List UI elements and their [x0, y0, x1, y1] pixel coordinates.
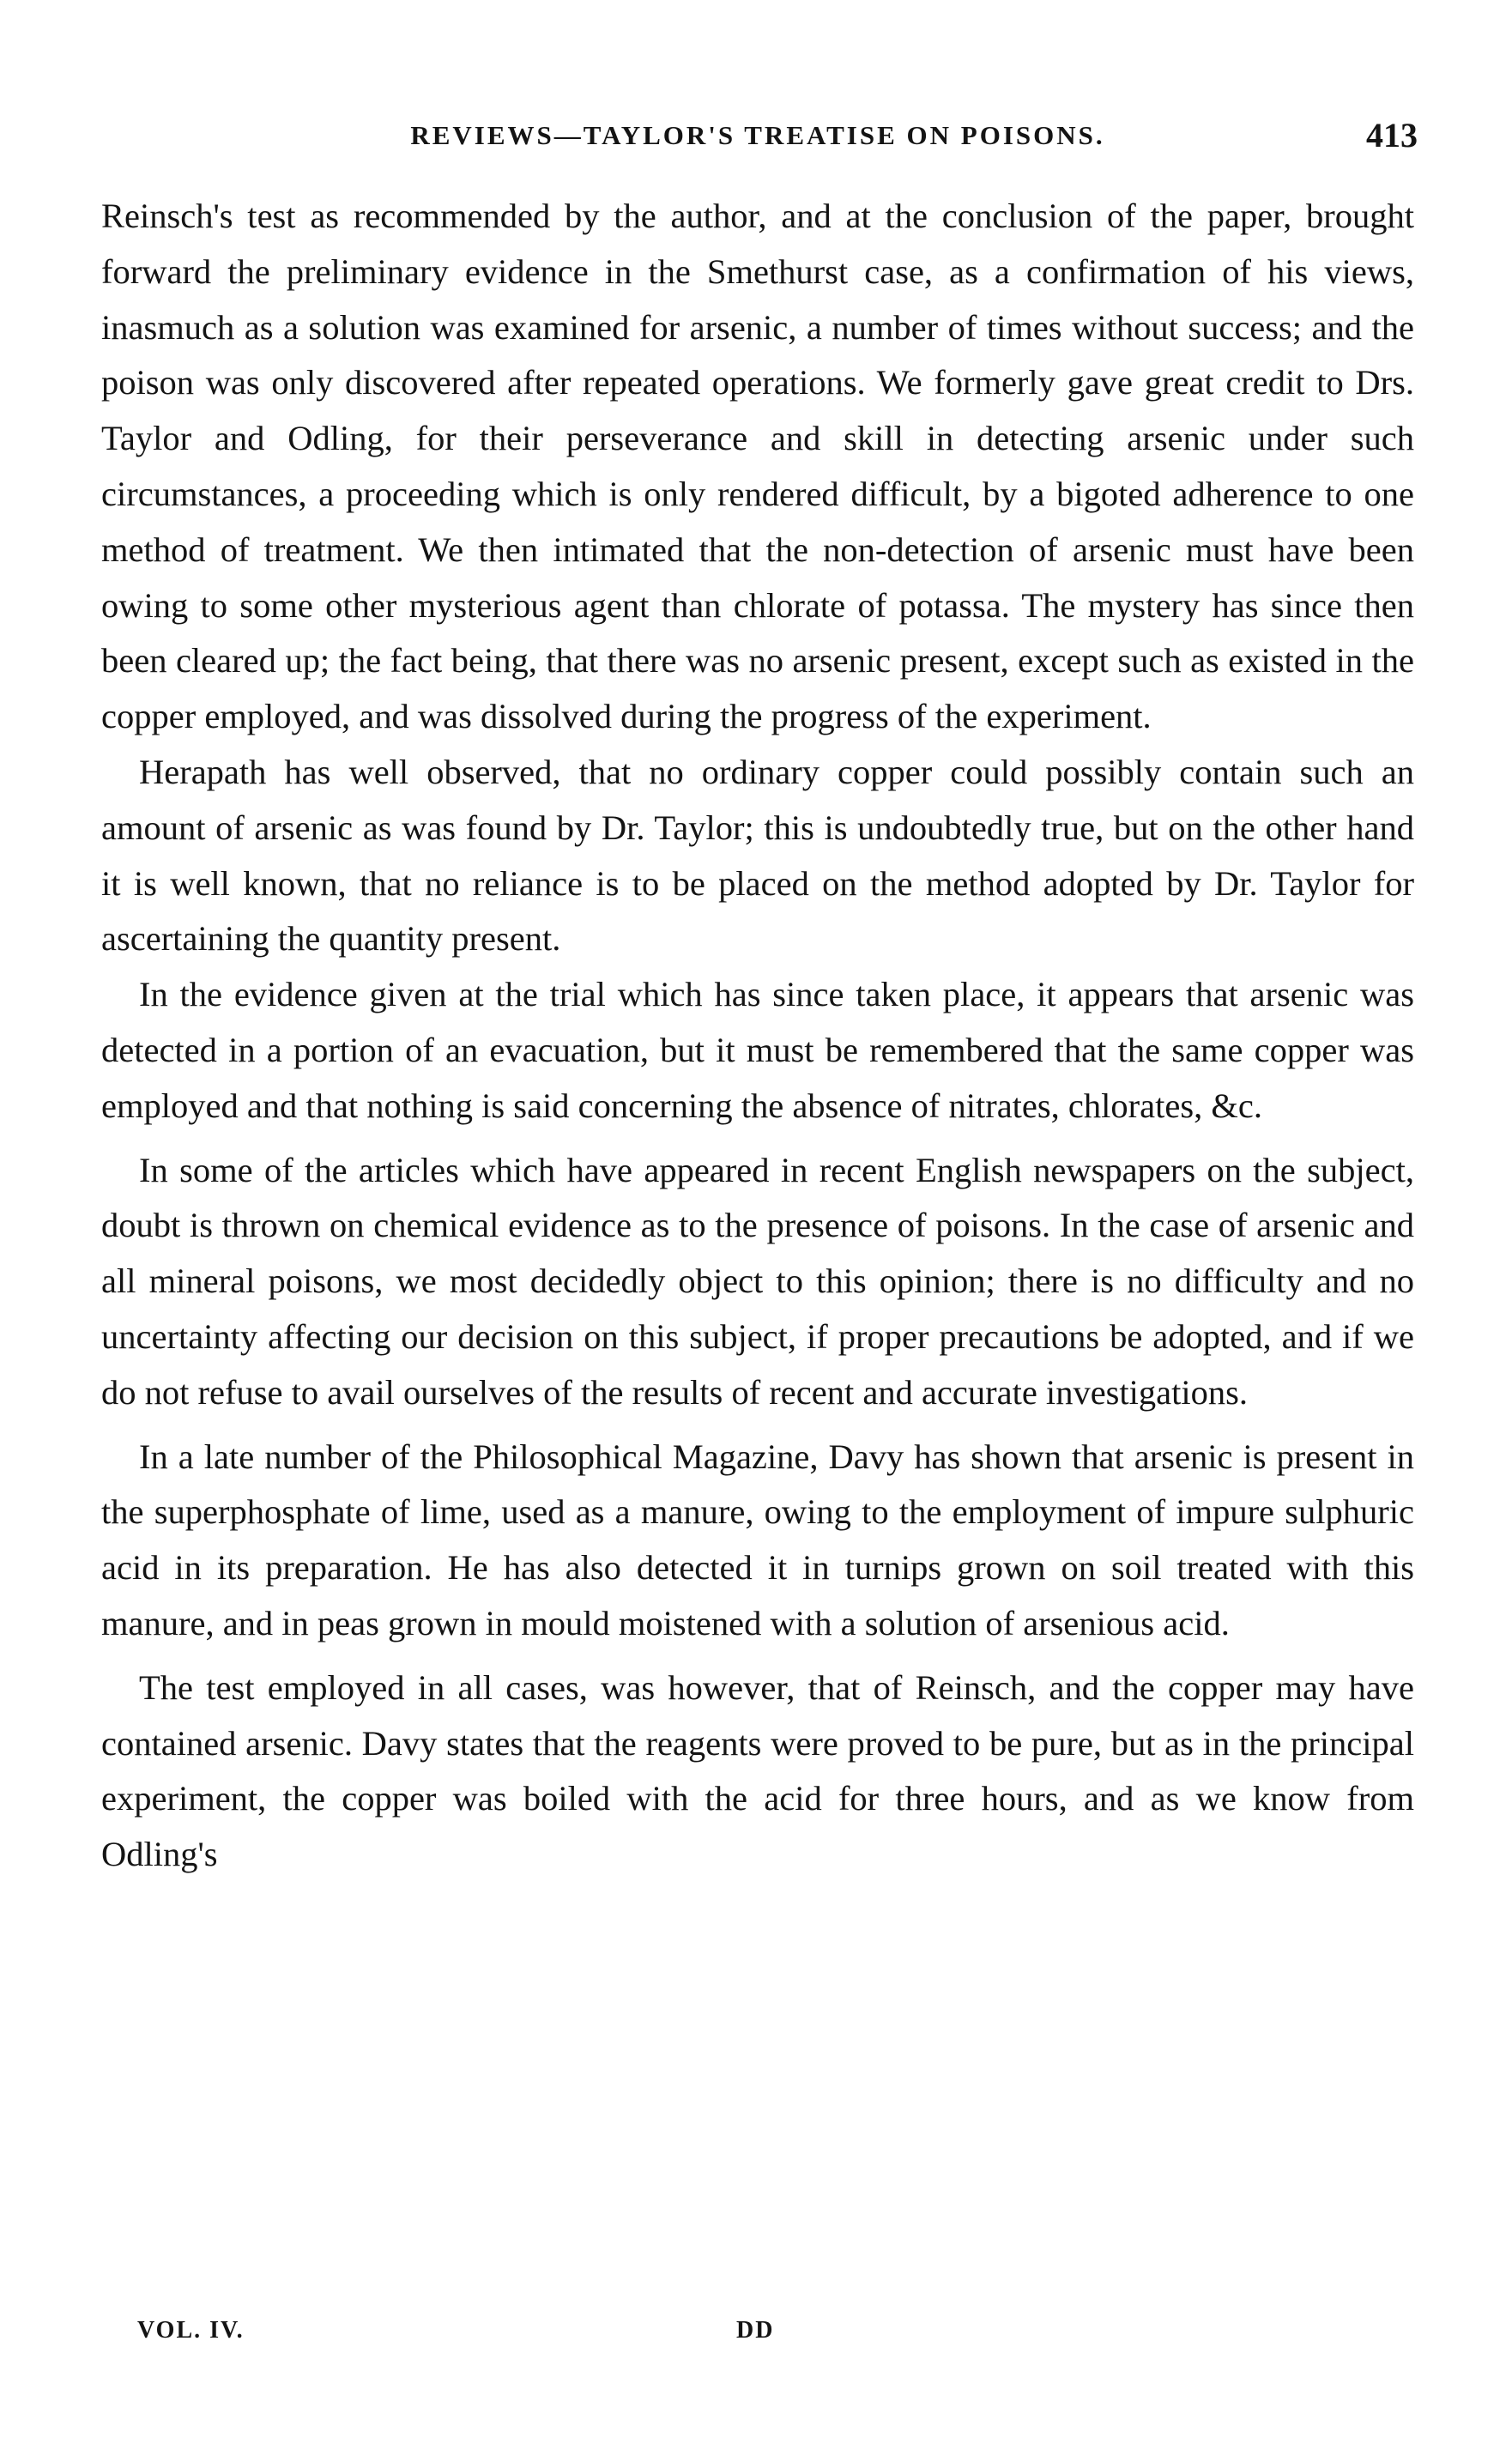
running-header	[101, 103, 1418, 189]
page-footer	[101, 2317, 1414, 2368]
paragraph-trial-evidence: In the evidence given at the trial which has since taken place, it appears that arsenic was detected in a portion of an evacuation, but it must be remembered that the same copper was employed and that nothing is said concerning the absence of nitrates, chlorates, &c.	[101, 975, 1414, 1125]
paragraph-reinsch-test: Reinsch's test as recommended by the author, and at the conclusion of the paper, brought forward the preliminary evidence in the Smethurst case, as a confirmation of his views, inasmuch as a solution was examined for arsenic, a number of times without success; and the poison was only discovered after repeated operations. We formerly gave great credit to Drs. Taylor and Odling, for their perseverance and skill in detecting arsenic under such circumstances, a proceeding which is only rendered difficult, by a bigoted adherence to one method of treatment. We then intimated that the non-detection of arsenic must have been owing to some other mysterious agent than chlorate of potassa. The mystery has since then been cleared up; the fact being, that there was no arsenic present, except such as existed in the copper employed, and was dissolved during the progress of the experiment.	[101, 197, 1414, 736]
volume-label: VOL. IV.	[137, 2317, 245, 2344]
running-title: REVIEWS—TAYLOR'S TREATISE ON POISONS.	[410, 120, 1105, 150]
paragraph-davy-superphosphate: In a late number of the Philosophical Magazine, Davy has shown that arsenic is present in the superphosphate of lime, used as a manure, owing to the employment of impure sulphuric acid in its preparation. He has also detected it in turnips grown on soil treated with this manure, and in peas grown in mould moistened with a solution of arsenious acid.	[101, 1437, 1414, 1642]
paragraph-test-employed: The test employed in all cases, was however, that of Reinsch, and the copper may have contained arsenic. Davy states that the reagents were proved to be pure, but as in the principal experiment, the copper was boiled with the acid for three hours, and as we know from Odling's	[101, 1667, 1414, 1874]
book-page	[101, 103, 1418, 2403]
paragraph-herapath: Herapath has well observed, that no ordinary copper could possibly contain such an amount of arsenic as was found by Dr. Taylor; this is undoubtedly true, but on the other hand it is well known, that no reliance is to be placed on the method adopted by Dr. Taylor for ascertaining the quantity present.	[101, 752, 1414, 959]
signature-mark: DD	[736, 2317, 775, 2344]
body-text	[101, 189, 1414, 1883]
page-number: 413	[1366, 116, 1418, 154]
paragraph-newspapers: In some of the articles which have appeared in recent English newspapers on the subject, doubt is thrown on chemical evidence as to the presence of poisons. In the case of arsenic and all mineral poisons, we most decidedly object to this opinion; there is no difficulty and no uncertainty affecting our decision on this subject, if proper precautions be adopted, and if we do not refuse to avail ourselves of the results of recent and accurate investigations.	[101, 1150, 1414, 1412]
